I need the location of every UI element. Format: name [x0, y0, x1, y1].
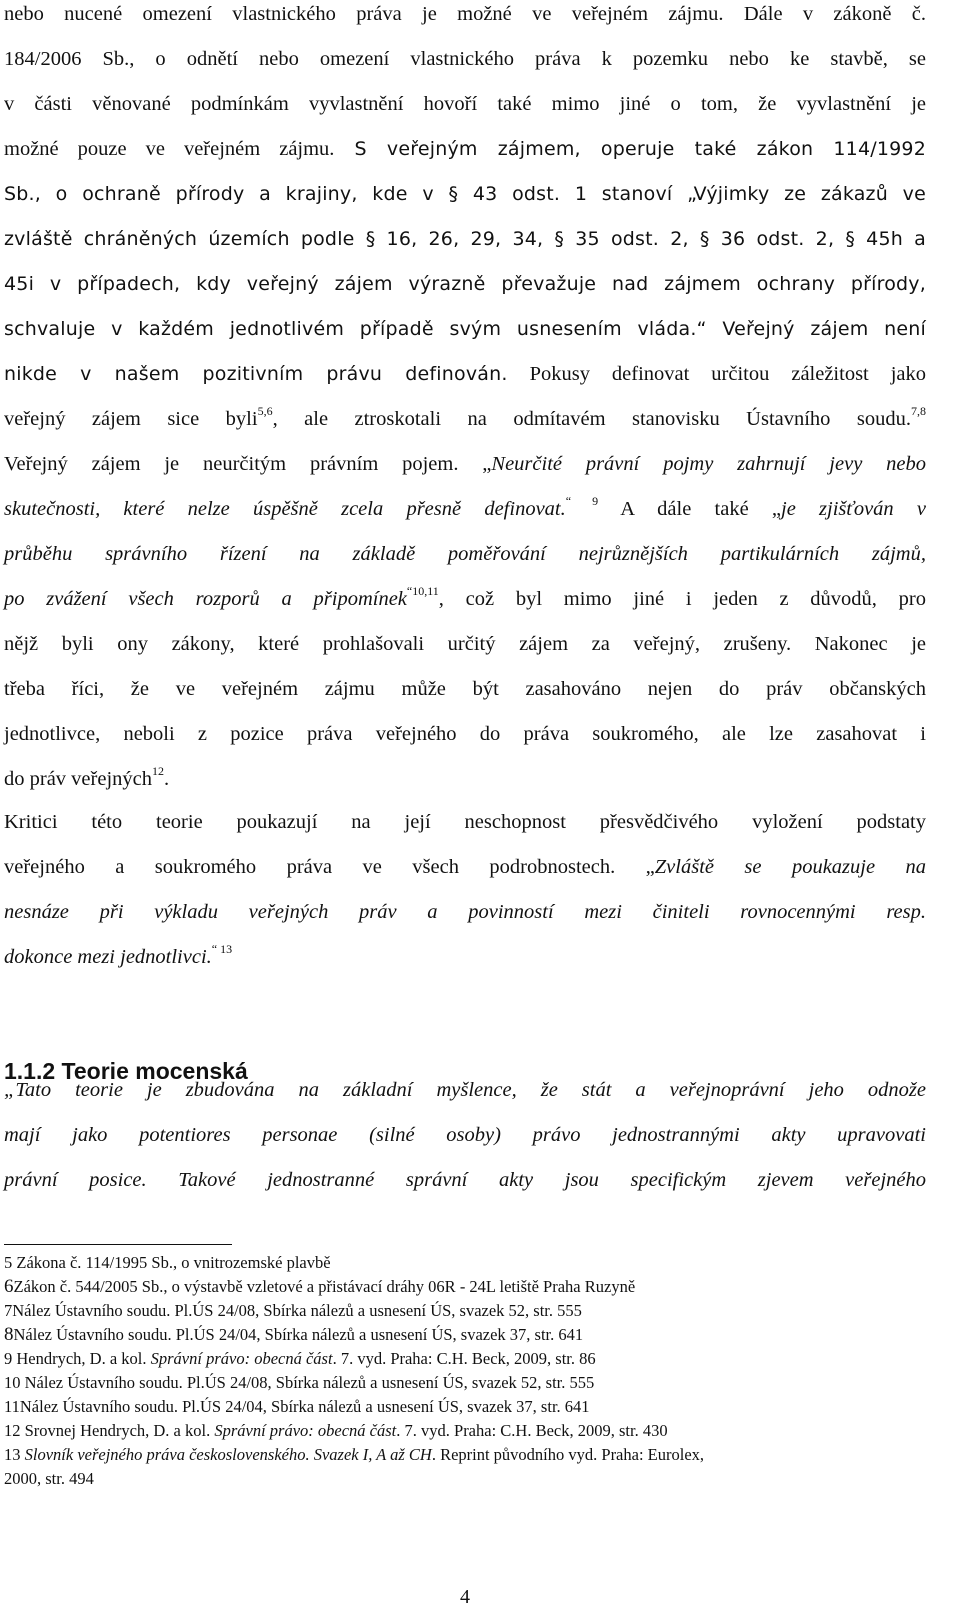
body-text: , což byl mimo jiné i jeden z důvodů, pro — [438, 588, 927, 610]
body-line: Kritici této teorie poukazují na její neschopnost přesvědčivého vyložení podstaty — [4, 811, 926, 833]
footnote: 7Nález Ústavního soudu. Pl.ÚS 24/08, Sbírka nálezů a usnesení ÚS, svazek 52, str. 555 — [4, 1301, 582, 1320]
footnote-text: Zákon č. 544/2005 Sb., o výstavbě vzletové a přistávací dráhy 06R - 24L letiště Praha Ruzyně — [13, 1277, 636, 1296]
footnote-ref: “10,11 — [406, 584, 439, 598]
section-line: mají jako potentiores personae (silné osoby) právo jednostrannými akty upravovati — [4, 1124, 926, 1146]
body-line: 45i v případech, kdy veřejný zájem výrazně převažuje nad zájmem ochrany přírody, — [4, 273, 926, 295]
body-line: nesnáze při výkladu veřejných práv a povinností mezi činiteli rovnocennými resp. — [4, 901, 926, 923]
body-text: do práv veřejných — [4, 768, 152, 790]
footnote: 10 Nález Ústavního soudu. Pl.ÚS 24/08, Sbírka nálezů a usnesení ÚS, svazek 52, str. 555 — [4, 1373, 595, 1392]
quote-text: Zvláště se poukazuje na — [654, 856, 926, 878]
footnote-title: Správní právo: obecná část — [214, 1421, 397, 1440]
body-text: . — [164, 768, 170, 790]
body-text: S veřejným zájmem, operuje také zákon 114/1992 — [334, 138, 926, 160]
footnote-separator — [4, 1244, 232, 1245]
footnote-text: . Reprint původního vyd. Praha: Eurolex, — [431, 1445, 705, 1464]
body-line: schvaluje v každém jednotlivém případě svým usnesením vláda.“ Veřejný zájem není — [4, 318, 926, 340]
footnote-ref: 5,6 — [257, 404, 273, 418]
body-line — [4, 757, 926, 802]
body-line: zvláště chráněných územích podle § 16, 26, 29, 34, § 35 odst. 2, § 36 odst. 2, § 45h a — [4, 228, 926, 250]
footnote — [4, 1419, 926, 1443]
body-line — [4, 577, 926, 622]
body-line — [4, 487, 926, 532]
quote-text: po zvážení všech rozporů a připomínek — [4, 588, 407, 610]
footnote-text: 9 Hendrych, D. a kol. — [4, 1349, 151, 1368]
body-text: , ale ztroskotali na odmítavém stanovisku Ústavního soudu. — [272, 408, 912, 430]
footnote: 2000, str. 494 — [4, 1469, 94, 1488]
body-line: průběhu správního řízení na základě poměřování nejrůznějších partikulárních zájmů, — [4, 543, 926, 565]
quote-text: dokonce mezi jednotlivci. — [4, 946, 212, 968]
body-line — [4, 845, 926, 890]
section-line: „Tato teorie je zbudována na základní myšlence, že stát a veřejnoprávní jeho odnože — [4, 1079, 926, 1101]
footnote-title: Slovník veřejného práva československého. Svazek I, A až CH — [24, 1445, 432, 1464]
footnote-text: . 7. vyd. Praha: C.H. Beck, 2009, str. 430 — [396, 1421, 668, 1440]
body-text: Pokusy definovat určitou záležitost jako — [507, 363, 927, 385]
body-text: nikde v našem pozitivním právu definován. — [4, 363, 508, 385]
body-line: nějž byli ony zákony, které prohlašovali určitý zájem za veřejný, zrušeny. Nakonec je — [4, 633, 926, 655]
body-text: možné pouze ve veřejném zájmu. — [4, 138, 335, 160]
body-text: Veřejný zájem je neurčitým právním pojem. „ — [4, 453, 492, 475]
page-number: 4 — [460, 1586, 470, 1608]
footnote-number: 6 — [4, 1276, 14, 1297]
body-line: Sb., o ochraně přírody a krajiny, kde v § 43 odst. 1 stanoví „Výjimky ze zákazů ve — [4, 183, 926, 205]
footnote: 11Nález Ústavního soudu. Pl.ÚS 24/04, Sbírka nálezů a usnesení ÚS, svazek 37, str. 641 — [4, 1397, 590, 1416]
footnote — [4, 1347, 926, 1371]
footnote-title: Správní právo: obecná část — [150, 1349, 333, 1368]
footnote: 5 Zákona č. 114/1995 Sb., o vnitrozemské plavbě — [4, 1253, 331, 1272]
quote-text: je zjišťován v — [781, 498, 926, 520]
footnote-number: 8 — [4, 1324, 14, 1345]
footnote-ref: 12 — [152, 764, 164, 778]
body-text: veřejného a soukromého práva ve všech podrobnostech. „ — [4, 856, 655, 878]
footnote — [4, 1323, 926, 1347]
footnote — [4, 1443, 926, 1467]
body-line: jednotlivce, neboli z pozice práva veřejného do práva soukromého, ale lze zasahovat i — [4, 723, 926, 745]
footnote-ref: 7,8 — [911, 404, 927, 418]
body-line: třeba říci, že ve veřejném zájmu může být zasahováno nejen do práv občanských — [4, 678, 926, 700]
body-text: veřejný zájem sice byli — [4, 408, 258, 430]
footnote-text: 13 — [4, 1445, 25, 1464]
footnote-ref: “ 13 — [211, 942, 233, 956]
quote-text: skutečnosti, které nelze úspěšně zcela přesně definovat. — [4, 498, 566, 520]
body-line: v části věnované podmínkám vyvlastnění hovoří také mimo jiné o tom, že vyvlastnění je — [4, 93, 926, 115]
body-text: A dále také „ — [598, 498, 781, 520]
body-line — [4, 935, 926, 980]
body-line — [4, 442, 926, 487]
body-line: nebo nucené omezení vlastnického práva je možné ve veřejném zájmu. Dále v zákoně č. — [4, 3, 926, 25]
footnote-ref: “ 9 — [565, 494, 599, 508]
body-line: 184/2006 Sb., o odnětí nebo omezení vlastnického práva k pozemku nebo ke stavbě, se — [4, 48, 926, 70]
footnote-text: 12 Srovnej Hendrych, D. a kol. — [4, 1421, 215, 1440]
quote-text: Neurčité právní pojmy zahrnují jevy nebo — [491, 453, 926, 475]
section-heading: 1.1.2 Teorie mocenská — [4, 1058, 248, 1084]
body-line — [4, 352, 926, 397]
body-line — [4, 397, 926, 442]
footnote-text: . 7. vyd. Praha: C.H. Beck, 2009, str. 86 — [332, 1349, 596, 1368]
footnote — [4, 1275, 926, 1299]
body-line — [4, 127, 926, 172]
section-line: právní posice. Takové jednostranné správní akty jsou specifickým zjevem veřejného — [4, 1169, 926, 1191]
footnote-text: Nález Ústavního soudu. Pl.ÚS 24/04, Sbírka nálezů a usnesení ÚS, svazek 37, str. 641 — [13, 1325, 584, 1344]
